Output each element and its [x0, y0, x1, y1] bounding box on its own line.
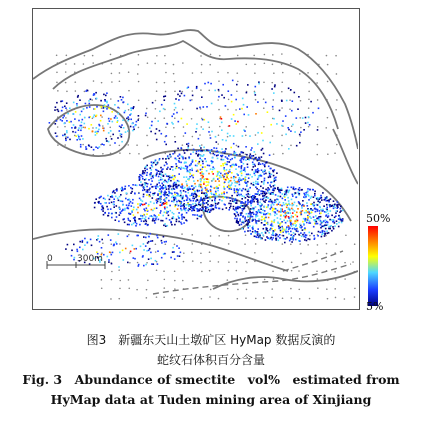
caption-zh-line1: 图3 新疆东天山土墩矿区 HyMap 数据反演的: [86, 333, 336, 347]
fault-lines: [153, 251, 351, 294]
scale-zero-label: 0: [47, 254, 53, 264]
geologic-boundaries: [33, 30, 358, 289]
legend-max-label: 50%: [366, 212, 391, 225]
scale-distance-label: 300m: [77, 254, 103, 264]
boundary-east: [333, 129, 358, 184]
caption-en-line2: HyMap data at Tuden mining area of Xinjiang: [50, 392, 372, 407]
fault-south: [153, 264, 351, 294]
boundary-inner-loop: [203, 197, 251, 232]
figure-caption: [0, 330, 422, 410]
caption-zh-line2: 蛇纹石体积百分含量: [156, 353, 265, 367]
caption-en-line1: Fig. 3 Abundance of smectite vol% estimated from: [22, 372, 400, 387]
scale-bar: [47, 254, 105, 269]
legend-min-label: 5%: [366, 300, 384, 313]
map-canvas: [33, 9, 358, 308]
color-legend: [366, 212, 416, 313]
legend-color-ramp: [368, 226, 378, 306]
abundance-map: [32, 8, 360, 310]
fault-southeast: [283, 251, 343, 271]
boundary-west-lobe: [48, 105, 129, 156]
